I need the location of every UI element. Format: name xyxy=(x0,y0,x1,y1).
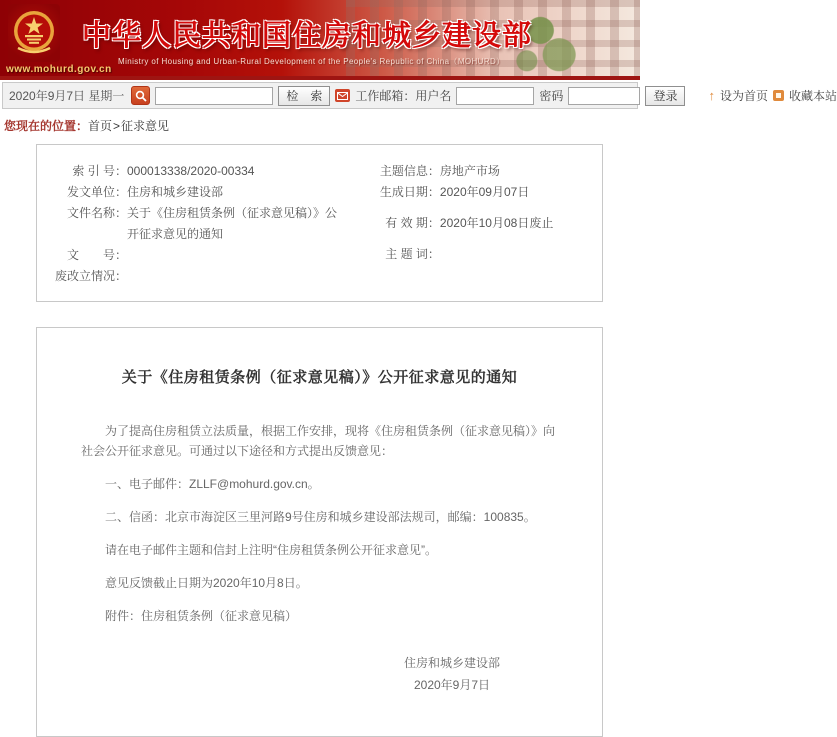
meta-row-valid-until: 有 效 期： 2020年10月08日废止 xyxy=(385,216,554,230)
breadcrumb-label: 您现在的位置： xyxy=(4,119,89,133)
search-icon xyxy=(131,86,150,105)
breadcrumb-current[interactable]: 征求意见 xyxy=(121,119,170,133)
username-input[interactable] xyxy=(456,87,534,105)
document-metadata-card xyxy=(36,144,603,302)
meta-row-topic-info: 主题信息： 房地产市场 xyxy=(379,164,500,178)
top-toolbar xyxy=(2,82,837,109)
current-date: 2020年9月7日 星期一 xyxy=(9,89,125,103)
site-title: 中华人民共和国住房和城乡建设部 xyxy=(82,20,533,52)
mail-icon xyxy=(335,89,350,102)
site-subtitle-english: Ministry of Housing and Urban-Rural Development of the People's Republic of China（MOHURD） xyxy=(118,57,505,66)
meta-row-subject-words: 主 题 词： xyxy=(385,247,440,261)
site-banner xyxy=(0,0,640,80)
signature-block xyxy=(81,652,558,696)
notice-title: 关于《住房租赁条例（征求意见稿）》公开征求意见的通知 xyxy=(121,369,518,386)
search-button[interactable]: 检 索 xyxy=(278,86,330,106)
notice-paragraph-mail-address: 二、信函：北京市海淀区三里河路9号住房和城乡建设部法规司，邮编：100835。 xyxy=(105,510,536,524)
set-homepage-link[interactable]: 设为首页 xyxy=(719,89,768,103)
set-homepage-icon: ↑ xyxy=(708,88,715,103)
breadcrumb-separator: > xyxy=(113,119,121,133)
meta-row-repeal-status: 废改立情况： xyxy=(54,269,127,283)
work-mail-label: 工作邮箱：用户名 xyxy=(355,89,452,103)
meta-row-document-number: 文 号： xyxy=(66,248,127,262)
meta-row-document-name: 文件名称： 关于《住房租赁条例（征求意见稿）》公开征求意见的通知 xyxy=(66,206,338,241)
bookmark-site-link[interactable]: 收藏本站 xyxy=(788,89,837,103)
national-emblem xyxy=(8,4,60,62)
meta-row-issue-date: 生成日期： 2020年09月07日 xyxy=(379,185,530,199)
metadata-left-column xyxy=(45,161,358,287)
metadata-right-column xyxy=(358,161,594,287)
national-emblem-icon xyxy=(12,8,56,58)
password-input[interactable] xyxy=(568,87,640,105)
breadcrumb-home-link[interactable]: 首页 xyxy=(88,119,113,133)
breadcrumb xyxy=(0,109,640,140)
notice-paragraph-deadline: 意见反馈截止日期为2020年10月8日。 xyxy=(105,576,308,590)
bookmark-icon xyxy=(773,90,784,101)
login-button[interactable]: 登录 xyxy=(645,86,685,106)
password-label: 密码 xyxy=(539,89,564,103)
notice-attachment-link[interactable]: 附件：住房租赁条例（征求意见稿） xyxy=(105,609,298,623)
notice-paragraph-email: 一、电子邮件：ZLLF@mohurd.gov.cn。 xyxy=(105,477,320,491)
notice-card xyxy=(36,327,603,737)
signature-name: 住房和城乡建设部 xyxy=(403,656,500,670)
notice-paragraph-subject-note: 请在电子邮件主题和信封上注明“住房租赁条例公开征求意见”。 xyxy=(105,543,437,557)
notice-body xyxy=(81,421,558,626)
site-url: www.mohurd.gov.cn xyxy=(6,64,112,75)
meta-row-index-number: 索 引 号： 000013338/2020-00334 xyxy=(72,164,255,178)
meta-row-issuing-unit: 发文单位： 住房和城乡建设部 xyxy=(66,185,224,199)
search-input[interactable] xyxy=(155,87,273,105)
signature-date: 2020年9月7日 xyxy=(413,678,491,692)
notice-paragraph-intro: 为了提高住房租赁立法质量，根据工作安排，现将《住房租赁条例（征求意见稿）》向社会公开征求意见。可通过以下途径和方式提出反馈意见： xyxy=(81,424,556,458)
